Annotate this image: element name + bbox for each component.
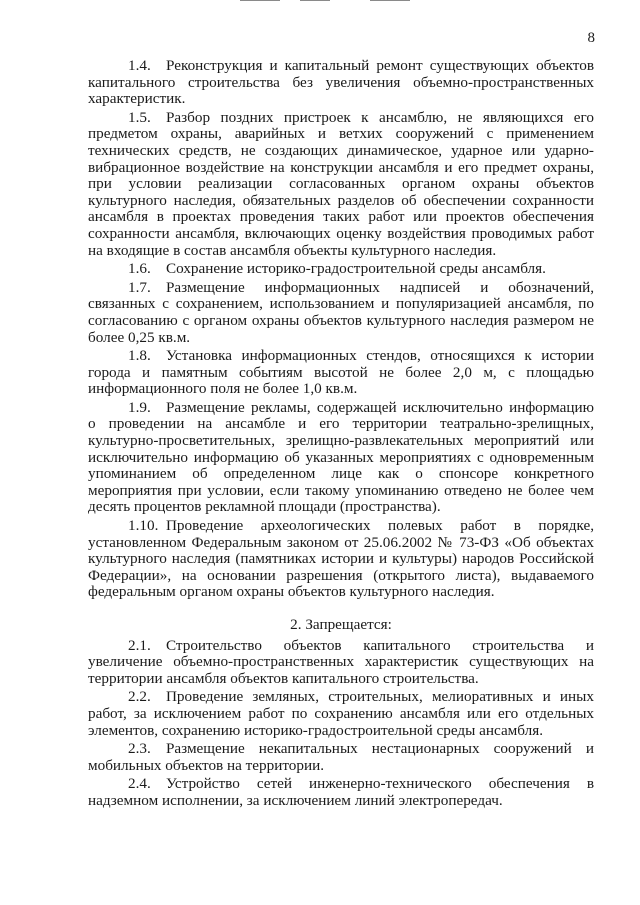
paragraph-1-5: 1.5. Разбор поздних пристроек к ансамблю, не являющихся его предметом охраны, аварийных и ветхих сооружений с применением технических средств, не создающих динамическое, ударное или ударно-вибрационное воздействие на конструкции ансамбля и его предмет охраны, при условии реализации согласованных органом охраны объектов культурного наследия, обязательных разделов об обеспечении сохранности ансамбля в проектах проведения таких работ или проектов обеспечения сохранности ансамбля, включающих оценку воздействия проводимых работ на входящие в состав ансамбля объекты культурного наследия. — [88, 108, 594, 259]
scan-mark — [240, 0, 280, 1]
paragraph-1-4: 1.4. Реконструкция и капитальный ремонт существующих объектов капитального строительства без увеличения объемно-пространственных характеристик. — [88, 57, 594, 108]
paragraph-2-4: 2.4. Устройство сетей инженерно-технического обеспечения в надземном исполнении, за исключением линий электропередач. — [88, 775, 594, 809]
paragraph-2-3: 2.3. Размещение некапитальных нестационарных сооружений и мобильных объектов на территории. — [88, 740, 594, 774]
paragraph-2-2: 2.2. Проведение земляных, строительных, мелиоративных и иных работ, за исключением работ по сохранению ансамбля или его отдельных элементов, сохранению историко-градостроительной среды ансамбля. — [88, 688, 594, 739]
paragraph-1-6: 1.6. Сохранение историко-градостроительной среды ансамбля. — [128, 260, 546, 278]
paragraph-1-10: 1.10. Проведение археологических полевых работ в порядке, установленном Федеральным законом от 25.06.2002 № 73-ФЗ «Об объектах культурного наследия (памятниках истории и культуры) народов Российской Федерации», на основании разрешения (открытого листа), выдаваемого федеральным органом охраны объектов культурного наследия. — [88, 517, 594, 601]
scan-mark — [370, 0, 410, 1]
document-body — [88, 58, 594, 812]
paragraph-1-8: 1.8. Установка информационных стендов, относящихся к истории города и памятным событиям высотой не более 2,0 м, с площадью информационного поля не более 1,0 кв.м. — [88, 347, 594, 398]
section-heading: 2. Запрещается: — [290, 616, 392, 633]
paragraph-1-9: 1.9. Размещение рекламы, содержащей исключительно информацию о проведении на ансамбле и его территории театрально-зрелищных, культурно-просветительных, зрелищно-развлекательных мероприятий или исключительно информацию об указанных мероприятиях с одновременным упоминанием об определенном лице как о спонсоре конкретного мероприятия при условии, если такому упоминанию отведено не более чем десять процентов рекламной площади (пространства). — [88, 398, 594, 516]
paragraph-1-7: 1.7. Размещение информационных надписей и обозначений, связанных с сохранением, использованием и популяризацией ансамбля, по согласованию с органом охраны объектов культурного наследия размером не более 0,25 кв.м. — [88, 278, 594, 346]
paragraph-2-1: 2.1. Строительство объектов капитального строительства и увеличение объемно-пространственных характеристик существующих на территории ансамбля объектов капитального строительства. — [88, 636, 594, 687]
scan-mark — [300, 0, 330, 1]
page-number: 8 — [587, 30, 595, 46]
